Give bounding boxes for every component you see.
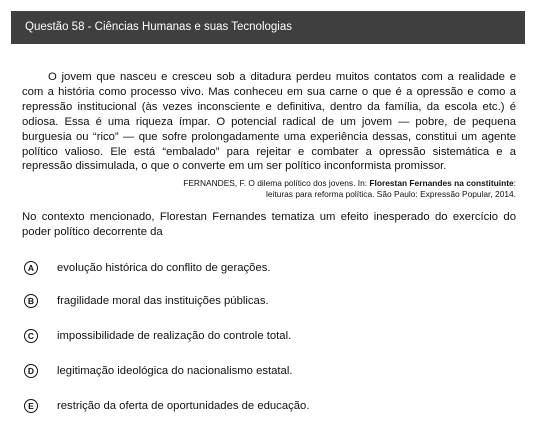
option-a[interactable] bbox=[24, 259, 504, 277]
option-c[interactable] bbox=[24, 327, 504, 345]
passage-text: O jovem que nasceu e cresceu sob a ditadura perdeu muitos contatos com a realidade e com a história como processo vivo. Mas conheceu em sua carne o que é a opressão e como a repressão institucional (às vezes inconsciente e definitiva, dentro da família, da escola etc.) é odiosa. Essa é uma riqueza ímpar. O potencial radical de um jovem — pobre, de pequena burguesia ou “rico” — que sofre prolongadamente uma experiência dessas, constitui um agente político valioso. Ele está “embalado” para rejeitar e combater a opressão sistemática e a repressão dissimulada, o que o converte em um ser político inconformista promissor. bbox=[22, 71, 516, 173]
citation-colon: : bbox=[513, 178, 516, 188]
option-e-text[interactable]: restrição da oferta de oportunidades de educação. bbox=[57, 400, 310, 412]
citation bbox=[86, 178, 516, 200]
option-d-text[interactable]: legitimação ideológica do nacionalismo estatal. bbox=[57, 365, 293, 377]
citation-author-title: FERNANDES, F. O dilema político dos jovens. In: bbox=[183, 178, 370, 188]
question-title: Questão 58 - Ciências Humanas e suas Tecnologias bbox=[25, 21, 292, 33]
question-prompt: No contexto mencionado, Florestan Fernandes tematiza um efeito inesperado do exercício do poder político decorrente da bbox=[22, 211, 516, 238]
option-d-letter-circle[interactable]: D bbox=[24, 364, 38, 378]
option-e[interactable] bbox=[24, 397, 504, 415]
option-c-text[interactable]: impossibilidade de realização do controle total. bbox=[57, 330, 292, 342]
citation-publication: leituras para reforma política. São Paulo: Expressão Popular, 2014. bbox=[266, 189, 516, 199]
option-b[interactable] bbox=[24, 292, 504, 310]
citation-book-title: Florestan Fernandes na constituinte bbox=[369, 178, 514, 188]
option-a-text[interactable]: evolução histórica do conflito de gerações. bbox=[57, 262, 271, 274]
option-e-letter-circle[interactable]: E bbox=[24, 399, 38, 413]
option-b-text[interactable]: fragilidade moral das instituições públicas. bbox=[57, 295, 269, 307]
option-d[interactable] bbox=[24, 362, 504, 380]
option-a-letter-circle[interactable]: A bbox=[24, 261, 38, 275]
option-c-letter-circle[interactable]: C bbox=[24, 329, 38, 343]
question-header bbox=[11, 11, 525, 44]
option-b-letter-circle[interactable]: B bbox=[24, 294, 38, 308]
